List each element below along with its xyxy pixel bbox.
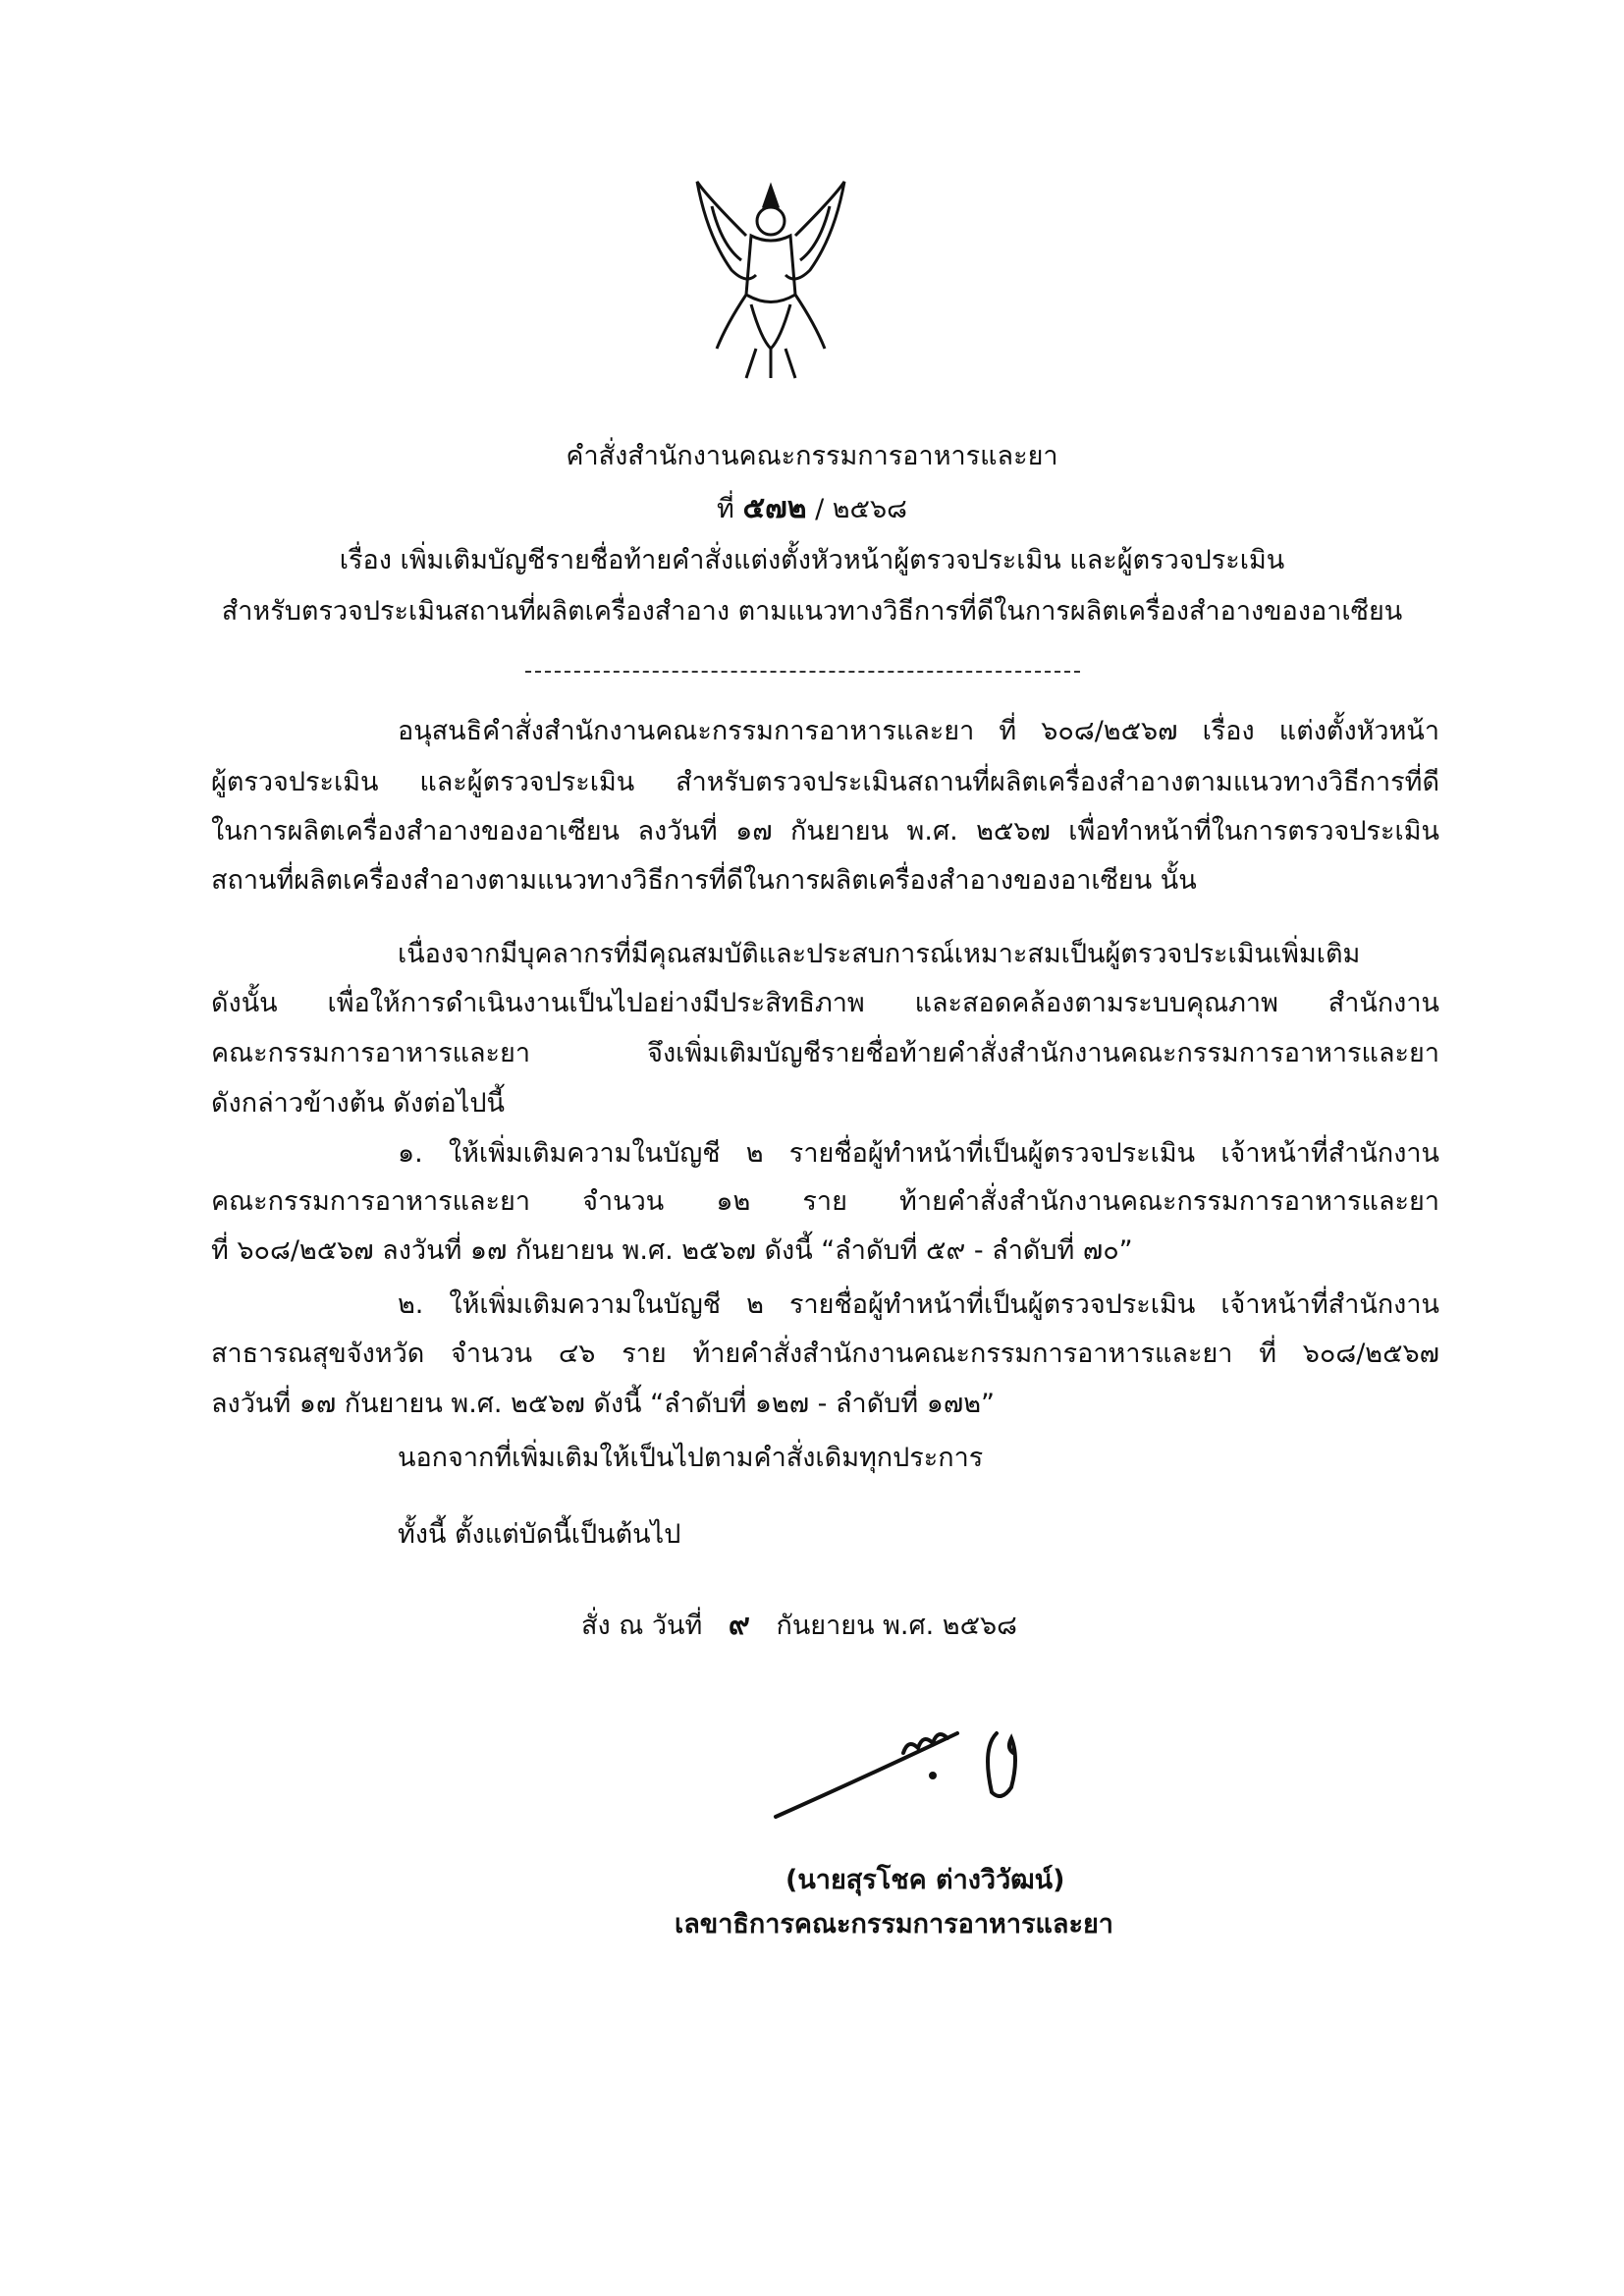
para2-line: ดังกล่าวข้างต้น ดังต่อไปนี้ [211,1088,505,1119]
date-prefix: สั่ง ณ วันที่ [581,1611,703,1641]
closing-line-2: ทั้งนี้ ตั้งแต่บัดนี้เป็นต้นไป [398,1519,681,1550]
subject-line-1: เรื่อง เพิ่มเติมบัญชีรายชื่อท้ายคำสั่งแต่งตั้งหัวหน้าผู้ตรวจประเมิน และผู้ตรวจประเมิน [339,545,1285,575]
signatory-name: (นายสุรโชค ต่างวิวัฒน์) [785,1865,1065,1895]
order-number-line [0,489,1624,529]
signatory-position: เลขาธิการคณะกรรมการอาหารและยา [675,1909,1113,1940]
signature [746,1709,1080,1827]
item2-line: สาธารณสุขจังหวัด จำนวน ๔๖ ราย ท้ายคำสั่งสำนักงานคณะกรรมการอาหารและยา ที่ ๖๐๘/๒๕๖๗ [211,1339,1439,1369]
item2-line: ลงวันที่ ๑๗ กันยายน พ.ศ. ๒๕๖๗ ดังนี้ “ลำดับที่ ๑๒๗ - ลำดับที่ ๑๗๒” [211,1389,995,1419]
subject-line-2: สำหรับตรวจประเมินสถานที่ผลิตเครื่องสำอาง ตามแนวทางวิธีการที่ดีในการผลิตเครื่องสำอางของอาเซียน [221,596,1403,627]
para2-line: ดังนั้น เพื่อให้การดำเนินงานเป็นไปอย่างมีประสิทธิภาพ และสอดคล้องตามระบบคุณภาพ สำนักงาน [211,988,1439,1018]
divider [525,671,1080,673]
para2-line: คณะกรรมการอาหารและยา จึงเพิ่มเติมบัญชีรายชื่อท้ายคำสั่งสำนักงานคณะกรรมการอาหารและยา [211,1038,1439,1068]
order-number: ๕๗๒ [742,491,807,525]
garuda-emblem-icon [687,177,854,383]
para1-line: อนุสนธิคำสั่งสำนักงานคณะกรรมการอาหารและยา ที่ ๖๐๘/๒๕๖๗ เรื่อง แต่งตั้งหัวหน้า [398,716,1439,746]
para1-line: ในการผลิตเครื่องสำอางของอาเซียน ลงวันที่ ๑๗ กันยายน พ.ศ. ๒๕๖๗ เพื่อทำหน้าที่ในการตรวจประเมิน [211,816,1439,847]
para1-line: ผู้ตรวจประเมิน และผู้ตรวจประเมิน สำหรับตรวจประเมินสถานที่ผลิตเครื่องสำอางตามแนวทางวิธีการที่ดี [211,767,1439,797]
date-month-year: กันยายน พ.ศ. ๒๕๖๘ [776,1611,1017,1641]
closing-line-1: นอกจากที่เพิ่มเติมให้เป็นไปตามคำสั่งเดิมทุกประการ [398,1443,984,1473]
para1-line: สถานที่ผลิตเครื่องสำอางตามแนวทางวิธีการที่ดีในการผลิตเครื่องสำอางของอาเซียน นั้น [211,865,1197,896]
item1-line: ที่ ๖๐๘/๒๕๖๗ ลงวันที่ ๑๗ กันยายน พ.ศ. ๒๕๖๗ ดังนี้ “ลำดับที่ ๕๙ - ลำดับที่ ๗๐” [211,1235,1133,1266]
para2-line: เนื่องจากมีบุคลากรที่มีคุณสมบัติและประสบการณ์เหมาะสมเป็นผู้ตรวจประเมินเพิ่มเติม [398,939,1361,969]
order-number-prefix: ที่ [717,494,734,524]
order-date [581,1606,1017,1646]
order-number-year: / ๒๕๖๘ [815,494,907,524]
date-day: ๙ [728,1608,750,1642]
item1-line: ๑. ให้เพิ่มเติมความในบัญชี ๒ รายชื่อผู้ทำหน้าที่เป็นผู้ตรวจประเมิน เจ้าหน้าที่สำนักงาน [398,1138,1439,1169]
item2-line: ๒. ให้เพิ่มเติมความในบัญชี ๒ รายชื่อผู้ทำหน้าที่เป็นผู้ตรวจประเมิน เจ้าหน้าที่สำนักงาน [398,1289,1439,1320]
item1-line: คณะกรรมการอาหารและยา จำนวน ๑๒ ราย ท้ายคำสั่งสำนักงานคณะกรรมการอาหารและยา [211,1186,1439,1217]
order-heading: คำสั่งสำนักงานคณะกรรมการอาหารและยา [566,441,1058,471]
